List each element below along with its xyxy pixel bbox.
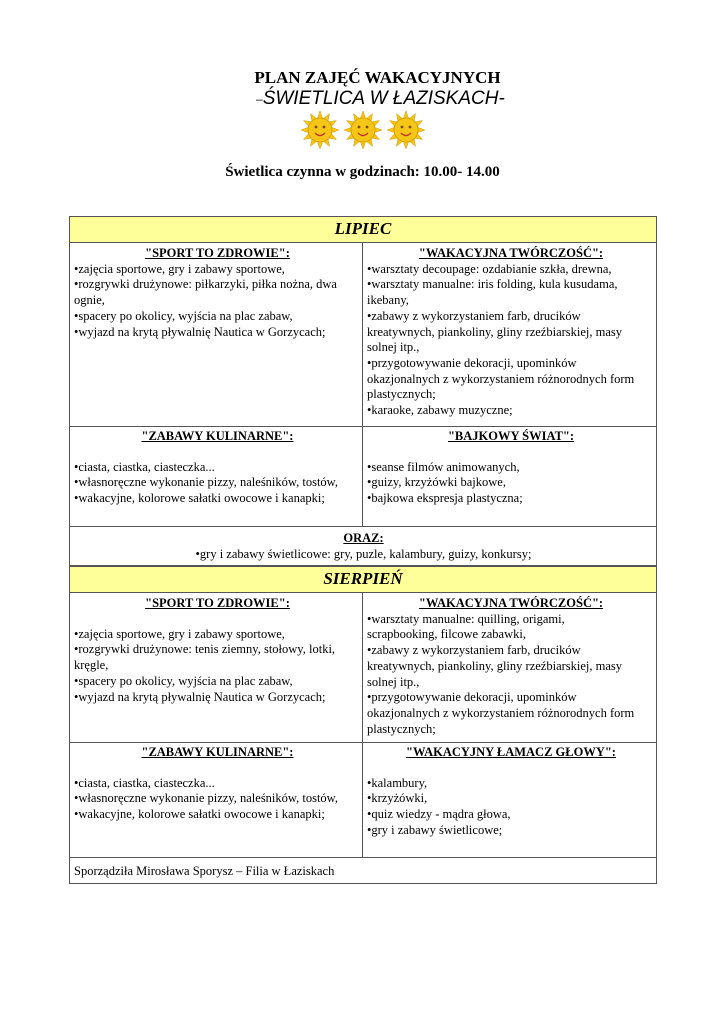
list-item: •seanse filmów animowanych, — [367, 459, 520, 474]
august-sport-cell — [74, 596, 361, 705]
list-item: •rozgrywki drużynowe: piłkarzyki, piłka nożna, dwa — [74, 277, 337, 292]
august-puzzle-heading: "WAKACYJNY ŁAMACZ GŁOWY": — [406, 745, 616, 759]
list-item: •warsztaty manualne: quilling, origami, — [367, 611, 565, 626]
august-puzzle-list — [367, 776, 655, 839]
august-sport-list — [74, 627, 361, 706]
sun-icon — [344, 111, 382, 149]
august-row-divider-2 — [69, 857, 657, 858]
list-item: okazjonalnych z wykorzystaniem różnorodnych form — [367, 705, 635, 720]
list-item: solnej itp., — [367, 340, 420, 355]
list-item: •wyjazd na krytą pływalnię Nautica w Gorzycach; — [74, 689, 326, 704]
list-item: •wakacyjne, kolorowe sałatki owocowe i kanapki; — [74, 807, 325, 822]
sun-icon — [301, 111, 339, 149]
list-item: ognie, — [74, 293, 105, 308]
list-item: •własnoręczne wykonanie pizzy, naleśników, tostów, — [74, 791, 339, 806]
july-col-divider — [362, 243, 363, 526]
list-item: •zajęcia sportowe, gry i zabawy sportowe, — [74, 261, 285, 276]
sun-icons — [298, 110, 428, 150]
july-sport-cell — [74, 246, 361, 340]
list-item: •bajkowa ekspresja plastyczna; — [367, 491, 523, 506]
july-creative-heading: "WAKACYJNA TWÓRCZOŚĆ": — [418, 246, 604, 260]
list-item: okazjonalnych z wykorzystaniem różnorodnych form — [367, 371, 635, 386]
august-cooking-list — [74, 776, 361, 823]
july-row-divider — [69, 426, 657, 427]
list-item: kreatywnych, piankoliny, gliny rzeźbiarskiej, masy — [367, 658, 623, 673]
list-item: •zabawy z wykorzystaniem farb, drucików — [367, 308, 581, 323]
list-item: plastycznych; — [367, 721, 436, 736]
august-cooking-heading: "ZABAWY KULINARNE": — [141, 745, 294, 759]
july-cooking-list — [74, 460, 361, 507]
footer-author: Sporządziła Mirosława Sporysz – Filia w Łaziskach — [74, 864, 335, 878]
list-item: •własnoręczne wykonanie pizzy, naleśników, tostów, — [74, 475, 339, 490]
list-item: •ciasta, ciastka, ciasteczka... — [74, 775, 215, 790]
list-item: •warsztaty manualne: iris folding, kula kusudama, — [367, 277, 618, 292]
july-creative-cell — [367, 246, 655, 419]
july-extra-heading: ORAZ: — [343, 531, 384, 545]
july-cooking-cell — [74, 429, 361, 507]
august-sport-heading: "SPORT TO ZDROWIE": — [145, 596, 290, 610]
list-item: kręgle, — [74, 658, 109, 673]
list-item: •przygotowywanie dekoracji, upominków — [367, 690, 577, 705]
july-title: LIPIEC — [69, 216, 657, 243]
subtitle-text: ŚWIETLICA W ŁAZISKACH- — [262, 88, 505, 109]
august-cooking-cell — [74, 745, 361, 823]
august-creative-heading: "WAKACYJNA TWÓRCZOŚĆ": — [418, 596, 604, 610]
july-extra — [72, 530, 655, 562]
list-item: •gry i zabawy świetlicowe; — [367, 822, 503, 837]
august-row-divider — [69, 742, 657, 743]
list-item: •zabawy z wykorzystaniem farb, drucików — [367, 643, 581, 658]
august-creative-list — [367, 612, 655, 738]
july-sport-heading: "SPORT TO ZDROWIE": — [145, 246, 290, 260]
august-puzzle-cell — [367, 745, 655, 839]
list-item: •krzyżówki, — [367, 791, 428, 806]
list-item: •karaoke, zabawy muzyczne; — [367, 403, 513, 418]
july-fairytale-list — [367, 460, 655, 507]
list-item: •rozgrywki drużynowe: tenis ziemny, stołowy, lotki, — [74, 642, 336, 657]
august-creative-cell — [367, 596, 655, 737]
list-item: •spacery po okolicy, wyjścia na plac zabaw, — [74, 673, 293, 688]
page-title: PLAN ZAJĘĆ WAKACYJNYCH — [254, 68, 501, 87]
sun-icon — [387, 111, 425, 149]
list-item: kreatywnych, piankoliny, gliny rzeźbiarskiej, masy — [367, 324, 623, 339]
subtitle-dash: – — [256, 92, 263, 106]
july-creative-list — [367, 262, 655, 419]
list-item: scrapbooking, filcowe zabawki, — [367, 627, 526, 642]
august-col-divider — [362, 592, 363, 857]
list-item: solnej itp., — [367, 674, 420, 689]
july-fairytale-cell — [367, 429, 655, 507]
july-sport-list — [74, 262, 361, 341]
page-subtitle — [256, 88, 505, 110]
list-item: •quiz wiedzy - mądra głowa, — [367, 807, 511, 822]
list-item: •wakacyjne, kolorowe sałatki owocowe i kanapki; — [74, 491, 325, 506]
list-item: ikebany, — [367, 293, 409, 308]
list-item: •warsztaty decoupage: ozdabianie szkła, drewna, — [367, 261, 612, 276]
list-item: •kalambury, — [367, 775, 428, 790]
list-item: •ciasta, ciastka, ciasteczka... — [74, 459, 215, 474]
opening-hours: Świetlica czynna w godzinach: 10.00- 14.00 — [225, 164, 500, 180]
july-cooking-heading: "ZABAWY KULINARNE": — [141, 429, 294, 443]
july-fairytale-heading: "BAJKOWY ŚWIAT": — [447, 429, 575, 443]
august-title: SIERPIEŃ — [69, 566, 657, 593]
list-item: •wyjazd na krytą pływalnię Nautica w Gorzycach; — [74, 324, 326, 339]
list-item: •przygotowywanie dekoracji, upominków — [367, 355, 577, 370]
july-extra-line: •gry i zabawy świetlicowe: gry, puzle, kalambury, guizy, konkursy; — [195, 547, 532, 561]
list-item: •spacery po okolicy, wyjścia na plac zabaw, — [74, 308, 293, 323]
july-row-divider-2 — [69, 526, 657, 527]
list-item: •guizy, krzyżówki bajkowe, — [367, 475, 506, 490]
list-item: plastycznych; — [367, 387, 436, 402]
list-item: •zajęcia sportowe, gry i zabawy sportowe, — [74, 626, 285, 641]
